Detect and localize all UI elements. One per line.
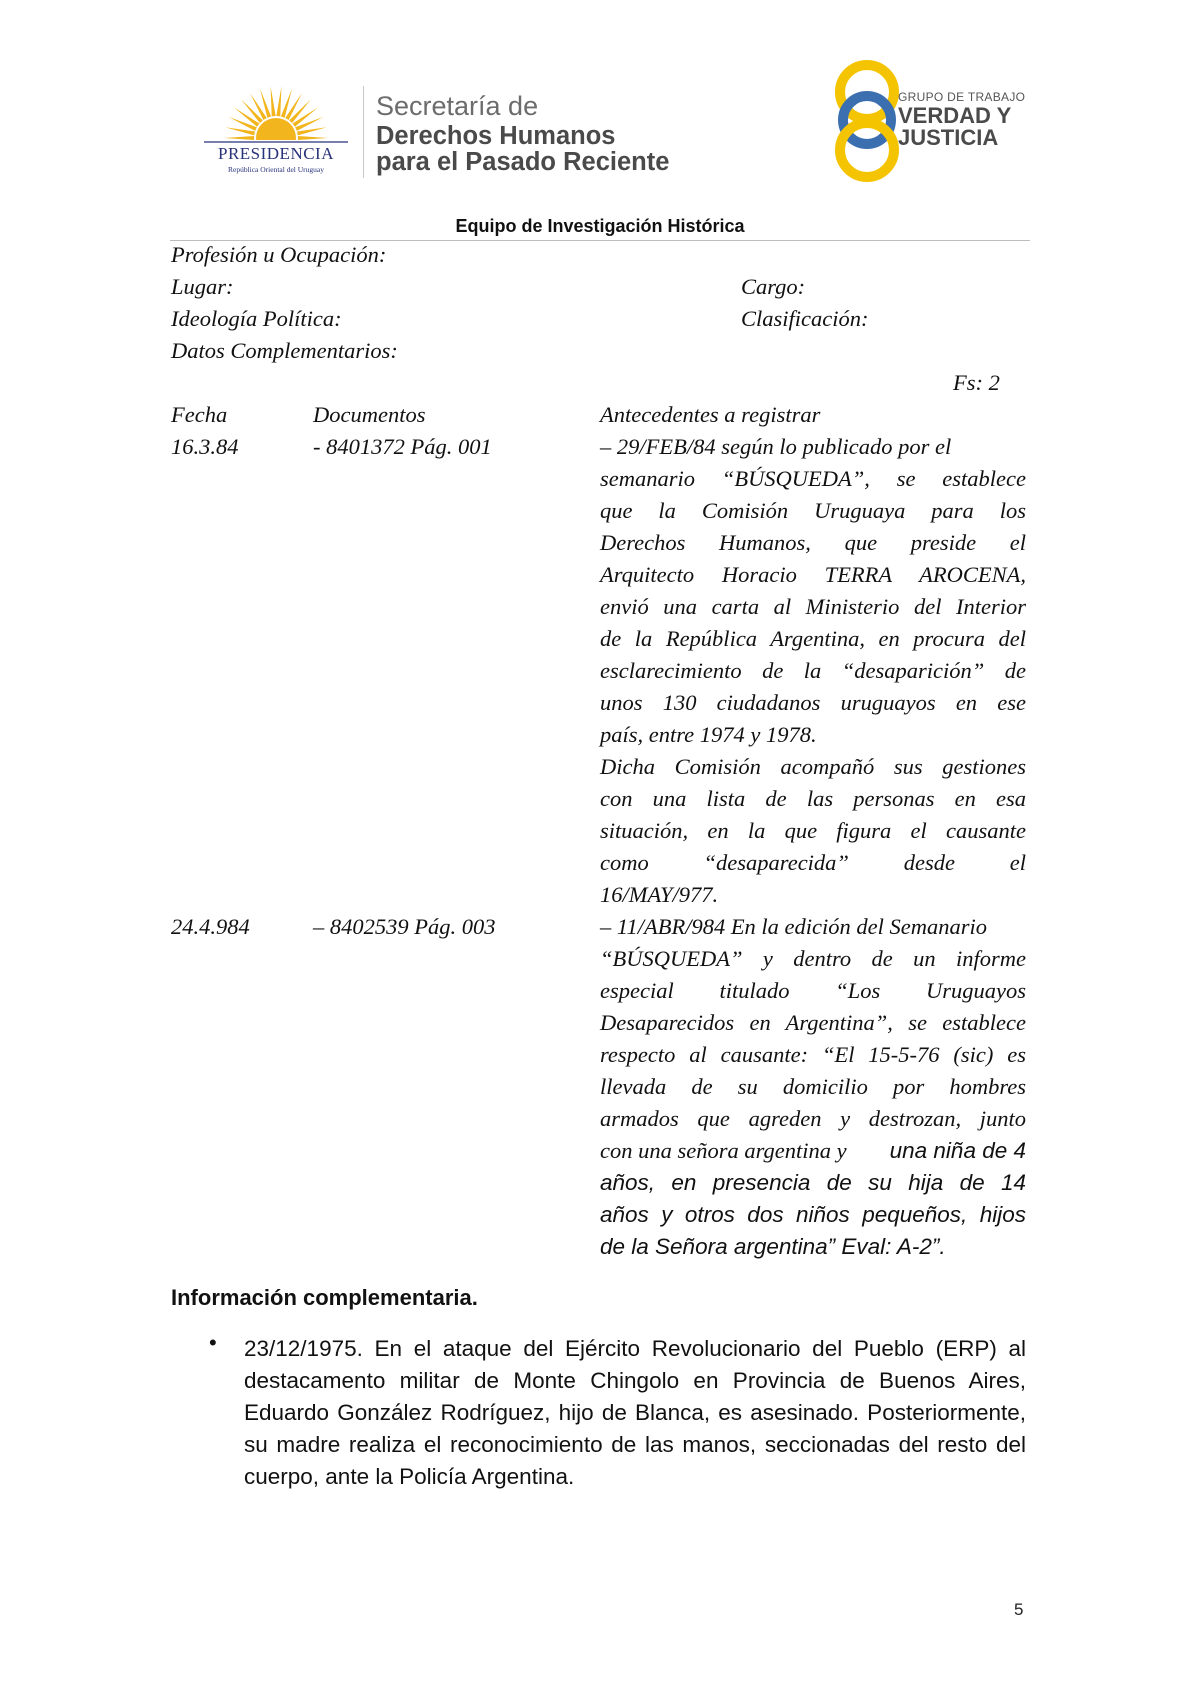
sun-ray bbox=[271, 86, 276, 116]
header-divider bbox=[170, 240, 1030, 241]
column-header-records: Antecedentes a registrar bbox=[600, 402, 821, 427]
presidencia-subtitle: República Oriental del Uruguay bbox=[227, 165, 324, 174]
row-2-sans-line: años, en presencia de su hija de 14 bbox=[600, 1170, 1026, 1195]
row-2-line: llevada de su domicilio por hombres bbox=[600, 1074, 1026, 1099]
row-1-line: esclarecimiento de la “desaparición” de bbox=[600, 658, 1026, 683]
row-2-sans-line: años y otros dos niños pequeños, hijos bbox=[600, 1202, 1026, 1227]
row-1-line: Derechos Humanos, que preside el bbox=[600, 530, 1026, 555]
row-1-line: envió una carta al Ministerio del Interior bbox=[600, 594, 1026, 619]
row-1-line: Arquitecto Horacio TERRA AROCENA, bbox=[600, 562, 1026, 587]
secretaria-line-1: Secretaría de bbox=[376, 91, 539, 121]
row-1-line: semanario “BÚSQUEDA”, se establece bbox=[600, 466, 1026, 491]
secretaria-line-3: para el Pasado Reciente bbox=[376, 148, 670, 176]
folio-number: Fs: 2 bbox=[953, 370, 1000, 395]
info-heading: Información complementaria. bbox=[171, 1285, 478, 1310]
info-bullet-text: 23/12/1975. En el ataque del Ejército Revolucionario del Pueblo (ERP) al destacamento militar de Monte Chingolo en Provincia de Buenos Aires, Eduardo González Rodríguez, hijo de Blanca, es asesinado. Posteriormente, su madre realiza el reconocimiento de las manos, seccionadas del resto del cuerpo, ante la Policía Argentina. bbox=[244, 1336, 1026, 1489]
column-header-documents: Documentos bbox=[313, 402, 426, 427]
column-header-date: Fecha bbox=[171, 402, 228, 427]
row-2-mixed-sans: una niña de 4 bbox=[889, 1138, 1026, 1163]
row-2-line: armados que agreden y destrozan, junto bbox=[600, 1106, 1026, 1131]
field-position: Cargo: bbox=[741, 274, 806, 299]
row-1-line: – 29/FEB/84 según lo publicado por el bbox=[600, 434, 952, 459]
field-ideology: Ideología Política: bbox=[171, 306, 342, 331]
page-number: 5 bbox=[1014, 1600, 1024, 1619]
row-1-line: 16/MAY/977. bbox=[600, 882, 719, 907]
bullet-marker: • bbox=[209, 1330, 217, 1355]
vj-name-line-2: JUSTICIA bbox=[898, 125, 999, 150]
sun-ray bbox=[250, 93, 267, 120]
sun-ray bbox=[276, 86, 281, 116]
row-2-line: – 11/ABR/984 En la edición del Semanario bbox=[600, 914, 988, 939]
row-2-line: especial titulado “Los Uruguayos bbox=[600, 978, 1026, 1003]
secretaria-line-2: Derechos Humanos bbox=[376, 122, 616, 150]
field-place: Lugar: bbox=[171, 274, 234, 299]
row-1-line: como “desaparecida” desde el bbox=[600, 850, 1026, 875]
sun-ray bbox=[224, 136, 254, 140]
row-1-document: - 8401372 Pág. 001 bbox=[313, 434, 492, 459]
row-1-line: situación, en la que figura el causante bbox=[600, 818, 1026, 843]
vj-group-label: GRUPO DE TRABAJO bbox=[898, 90, 1026, 104]
row-2-line: “BÚSQUEDA” y dentro de un informe bbox=[600, 946, 1026, 971]
row-2-mixed-line bbox=[600, 1138, 1026, 1164]
row-1-line: país, entre 1974 y 1978. bbox=[600, 722, 817, 747]
field-profession: Profesión u Ocupación: bbox=[171, 242, 387, 267]
row-1-line: unos 130 ciudadanos uruguayos en ese bbox=[600, 690, 1026, 715]
row-2-sans-line: de la Señora argentina” Eval: A-2”. bbox=[600, 1234, 946, 1259]
logo-divider bbox=[363, 86, 364, 178]
row-2-date: 24.4.984 bbox=[171, 914, 250, 939]
sun-ray bbox=[285, 93, 302, 120]
row-1-line: con una lista de las personas en esa bbox=[600, 786, 1026, 811]
row-1-line: Dicha Comisión acompañó sus gestiones bbox=[600, 754, 1026, 779]
field-classification: Clasificación: bbox=[741, 306, 869, 331]
row-1-line: que la Comisión Uruguaya para los bbox=[600, 498, 1026, 523]
vj-name-line-1: VERDAD Y bbox=[898, 103, 1012, 128]
field-complementary: Datos Complementarios: bbox=[171, 338, 398, 363]
row-1-line: de la República Argentina, en procura del bbox=[600, 626, 1026, 651]
row-1-date: 16.3.84 bbox=[171, 434, 239, 459]
row-2-mixed-serif: con una señora argentina y bbox=[600, 1138, 847, 1163]
row-2-document: – 8402539 Pág. 003 bbox=[313, 914, 496, 939]
row-2-line: respecto al causante: “El 15-5-76 (sic) es bbox=[600, 1042, 1026, 1067]
presidencia-name: PRESIDENCIA bbox=[217, 144, 334, 163]
team-title: Equipo de Investigación Histórica bbox=[455, 216, 745, 236]
sun-ray bbox=[298, 136, 328, 140]
row-2-line: Desaparecidos en Argentina”, se establece bbox=[600, 1010, 1026, 1035]
